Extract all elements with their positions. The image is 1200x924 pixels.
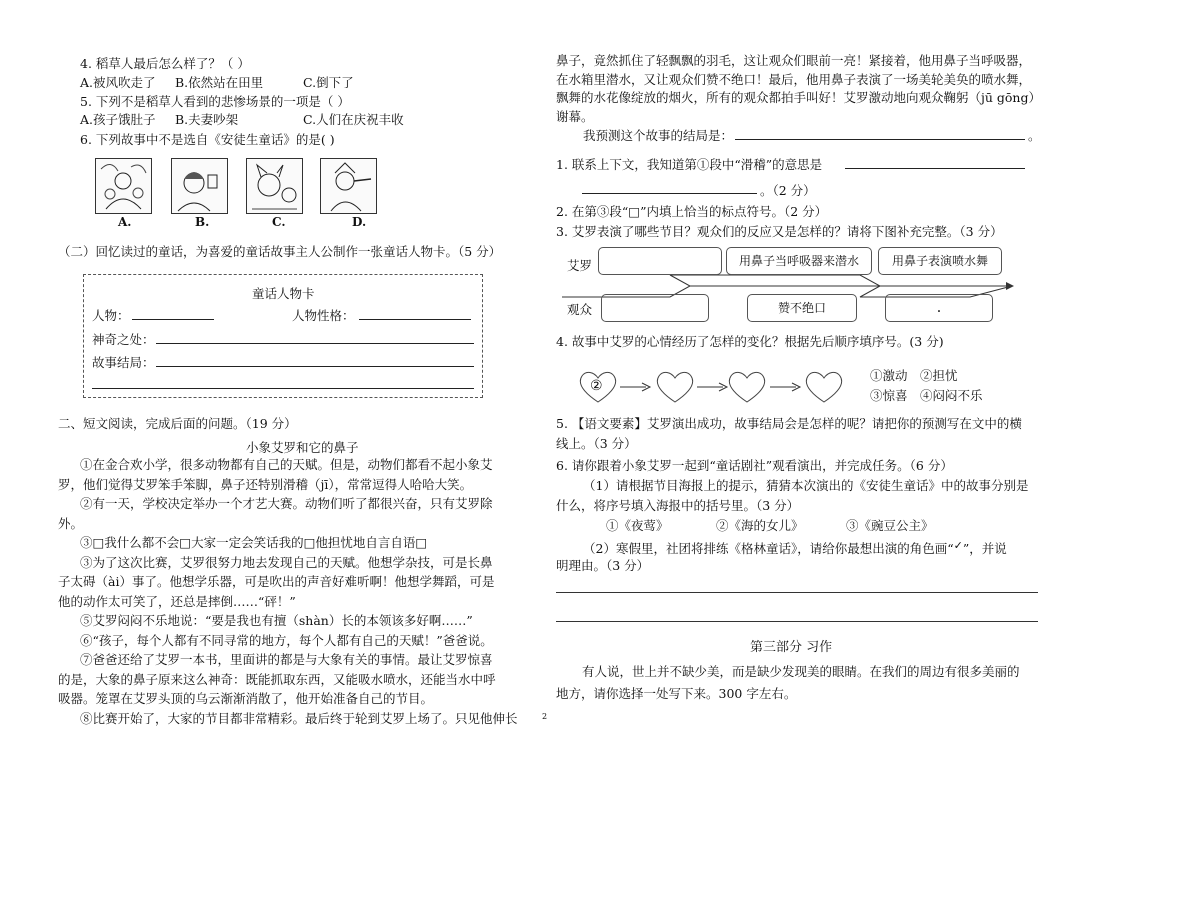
story-line: ⑦爸爸还给了艾罗一本书，里面讲的都是与大象有关的事情。最让艾罗惊喜 bbox=[80, 652, 493, 667]
card-person-blank[interactable] bbox=[132, 306, 214, 320]
card-person-label: 人物： bbox=[92, 308, 130, 323]
heart-icon[interactable] bbox=[653, 370, 697, 404]
story-line: 吸器。笼罩在艾罗头顶的乌云渐渐消散了，他开始准备自己的节目。 bbox=[58, 691, 434, 706]
option-b-label: B. bbox=[195, 215, 210, 229]
reaction-box-3[interactable]: . bbox=[885, 294, 993, 322]
q5-option-b: B.夫妻吵架 bbox=[175, 112, 239, 127]
story-line: 他的动作太可笑了，还总是摔倒……“砰！” bbox=[58, 593, 296, 609]
program-box-3: 用鼻子表演喷水舞 bbox=[878, 247, 1002, 275]
q4-option-b: B.依然站在田里 bbox=[175, 75, 264, 90]
q4-text: 4. 稻草人最后怎么样了？（ ） bbox=[80, 56, 250, 71]
card-trait-blank[interactable] bbox=[359, 306, 471, 320]
q6-2-line1 bbox=[583, 539, 1007, 557]
row-label-ailuo: 艾罗 bbox=[567, 258, 593, 273]
q5-option-a: A.孩子饿肚子 bbox=[80, 112, 156, 127]
play-option-2: ②《海的女儿》 bbox=[716, 518, 804, 533]
q6-1-line1: （1）请根据节目海报上的提示，猜猜本次演出的《安徒生童话》中的故事分别是 bbox=[583, 478, 1029, 493]
story-continuation-line: 飘舞的水花像绽放的烟火，所有的观众都拍手叫好！艾罗激动地向观众鞠躬（jū gōng） bbox=[556, 90, 1041, 105]
q4-option-c: C.倒下了 bbox=[303, 75, 354, 90]
story-line: ③□我什么都不会□大家一定会笑话我的□他担忧地自言自语□ bbox=[80, 535, 428, 550]
reading-heading: 二、短文阅读，完成后面的问题。（19 分） bbox=[58, 416, 297, 431]
section2-task: （二）回忆读过的童话，为喜爱的童话故事主人公制作一张童话人物卡。（5 分） bbox=[58, 244, 502, 259]
story-line: ①在金合欢小学，很多动物都有自己的天赋。但是，动物们都看不起小象艾 bbox=[80, 457, 493, 472]
program-box-1[interactable] bbox=[598, 247, 722, 275]
row-label-audience: 观众 bbox=[567, 302, 593, 317]
part3-title: 第三部分 习作 bbox=[750, 640, 833, 655]
option-c-label: C. bbox=[272, 215, 286, 229]
card-magic-blank[interactable] bbox=[156, 330, 474, 344]
story-line: 的是，大象的鼻子原来这么神奇：既能抓取东西，又能吸水喷水，还能当水中呼 bbox=[58, 671, 496, 687]
wolf-and-child-icon bbox=[247, 159, 302, 213]
q6-text: 6. 请你跟着小象艾罗一起到“童话剧社”观看演出，并完成任务。（6 分） bbox=[556, 458, 953, 473]
story-continuation-line: 鼻子，竟然抓住了轻飘飘的羽毛，这让观众们眼前一亮！紧接着，他用鼻子当呼吸器， bbox=[556, 53, 1032, 68]
card-magic-label: 神奇之处： bbox=[92, 332, 155, 347]
option-c-illustration bbox=[246, 158, 303, 214]
card-trait-label: 人物性格： bbox=[292, 308, 355, 323]
q4-mood-text: 4. 故事中艾罗的心情经历了怎样的变化？根据先后顺序填序号。(3 分) bbox=[556, 334, 944, 349]
q1-score: 。（2 分） bbox=[760, 183, 816, 198]
option-d-illustration bbox=[320, 158, 377, 214]
checkmark-icon: ✓ bbox=[953, 539, 963, 552]
option-b-illustration bbox=[171, 158, 228, 214]
reaction-box-2: 赞不绝口 bbox=[747, 294, 857, 322]
card-title: 童话人物卡 bbox=[252, 286, 315, 301]
answer-line-1[interactable] bbox=[556, 592, 1038, 593]
essay-prompt-line2: 地方，请你选择一处写下来。300 字左右。 bbox=[556, 686, 797, 701]
story-line: ⑤艾罗闷闷不乐地说：“要是我也有擅（shàn）长的本领该多好啊……” bbox=[80, 613, 473, 628]
story-line: 子太碍（ài）事了。他想学乐器，可是吹出的声音好难听啊！他想学舞蹈，可是 bbox=[58, 574, 495, 589]
arrow-right-icon bbox=[770, 382, 802, 392]
predict-period: 。 bbox=[1028, 128, 1041, 143]
essay-prompt-line1: 有人说，世上并不缺少美，而是缺少发现美的眼睛。在我们的周边有很多美丽的 bbox=[582, 664, 1020, 679]
heart-icon[interactable] bbox=[802, 370, 846, 404]
q3-text: 3. 艾罗表演了哪些节目？观众们的反应又是怎样的？请将下图补充完整。（3 分） bbox=[556, 224, 1003, 239]
q5-text-line2: 线上。（3 分） bbox=[556, 436, 637, 451]
story-continuation-line: 谢幕。 bbox=[556, 108, 594, 124]
card-ending-blank[interactable] bbox=[156, 353, 474, 367]
story-line: 罗，他们觉得艾罗笨手笨脚，鼻子还特别滑稽（jī），常常逗得人哈哈大笑。 bbox=[58, 476, 473, 492]
character-card bbox=[83, 274, 483, 398]
q5-option-c: C.人们在庆祝丰收 bbox=[303, 112, 404, 127]
option-a-label: A. bbox=[118, 215, 132, 229]
q6-2-text-a: （2）寒假里，社团将排练《格林童话》，请给你最想出演的角色画“ bbox=[583, 541, 954, 556]
card-extra-blank[interactable] bbox=[92, 375, 474, 389]
option-d-label: D. bbox=[352, 215, 367, 229]
option-a-illustration bbox=[95, 158, 152, 214]
q6-text: 6. 下列故事中不是选自《安徒生童话》的是( ) bbox=[80, 132, 335, 147]
mood-option-1: ①激动 bbox=[870, 368, 908, 383]
q1-blank-2[interactable] bbox=[582, 180, 757, 194]
q2-text: 2. 在第③段“□”内填上恰当的标点符号。（2 分） bbox=[556, 204, 828, 219]
reaction-box-1[interactable] bbox=[601, 294, 709, 322]
predict-blank[interactable] bbox=[735, 126, 1025, 140]
story-line: ⑥“孩子，每个人都有不同寻常的地方，每个人都有自己的天赋！”爸爸说。 bbox=[80, 632, 493, 648]
play-option-1: ①《夜莺》 bbox=[606, 518, 669, 533]
q1-text: 1. 联系上下文，我知道第①段中“滑稽”的意思是 bbox=[556, 157, 823, 172]
story-line: ③为了这次比赛，艾罗很努力地去发现自己的天赋。他想学杂技，可是长鼻 bbox=[80, 554, 493, 570]
story-line: ②有一天，学校决定举办一个才艺大赛。动物们听了都很兴奋，只有艾罗除 bbox=[80, 496, 493, 511]
q4-option-a: A.被风吹走了 bbox=[80, 75, 156, 90]
q6-2-text-b: ”，并说 bbox=[962, 541, 1007, 556]
mood-option-3: ③惊喜 bbox=[870, 388, 908, 403]
q6-1-line2: 什么，将序号填入海报中的括号里。（3 分） bbox=[556, 498, 800, 513]
story-line: 外。 bbox=[58, 515, 84, 531]
mood-option-4: ④闷闷不乐 bbox=[920, 388, 983, 403]
program-box-2: 用鼻子当呼吸器来潜水 bbox=[726, 247, 872, 275]
flower-girl-icon bbox=[96, 159, 151, 213]
predict-label: 我预测这个故事的结局是： bbox=[583, 128, 734, 143]
play-option-3: ③《豌豆公主》 bbox=[846, 518, 934, 533]
mood-option-2: ②担忧 bbox=[920, 368, 958, 383]
q1-blank-1[interactable] bbox=[845, 155, 1025, 169]
q6-2-line2: 明理由。（3 分） bbox=[556, 558, 650, 573]
q5-text: 5. 下列不是稻草人看到的悲惨场景的一项是（ ） bbox=[80, 94, 350, 109]
girl-with-lantern-icon bbox=[172, 159, 227, 213]
pinocchio-icon bbox=[321, 159, 376, 213]
heart-1-answer: ② bbox=[590, 378, 603, 394]
story-continuation-line: 在水箱里潜水，又让观众们赞不绝口！最后，他用鼻子表演了一场美轮美奂的喷水舞， bbox=[556, 71, 1032, 87]
heart-icon[interactable] bbox=[725, 370, 769, 404]
story-title: 小象艾罗和它的鼻子 bbox=[246, 440, 359, 455]
card-ending-label: 故事结局： bbox=[92, 355, 155, 370]
story-line: ⑧比赛开始了，大家的节目都非常精彩。最后终于轮到艾罗上场了。只见他伸长 bbox=[80, 710, 518, 726]
answer-line-2[interactable] bbox=[556, 621, 1038, 622]
q5-text-line1: 5. 【语文要素】艾罗演出成功，故事结局会是怎样的呢？请把你的预测写在文中的横 bbox=[556, 416, 1022, 431]
page-number: 2 bbox=[542, 712, 548, 721]
arrow-right-icon bbox=[620, 382, 652, 392]
